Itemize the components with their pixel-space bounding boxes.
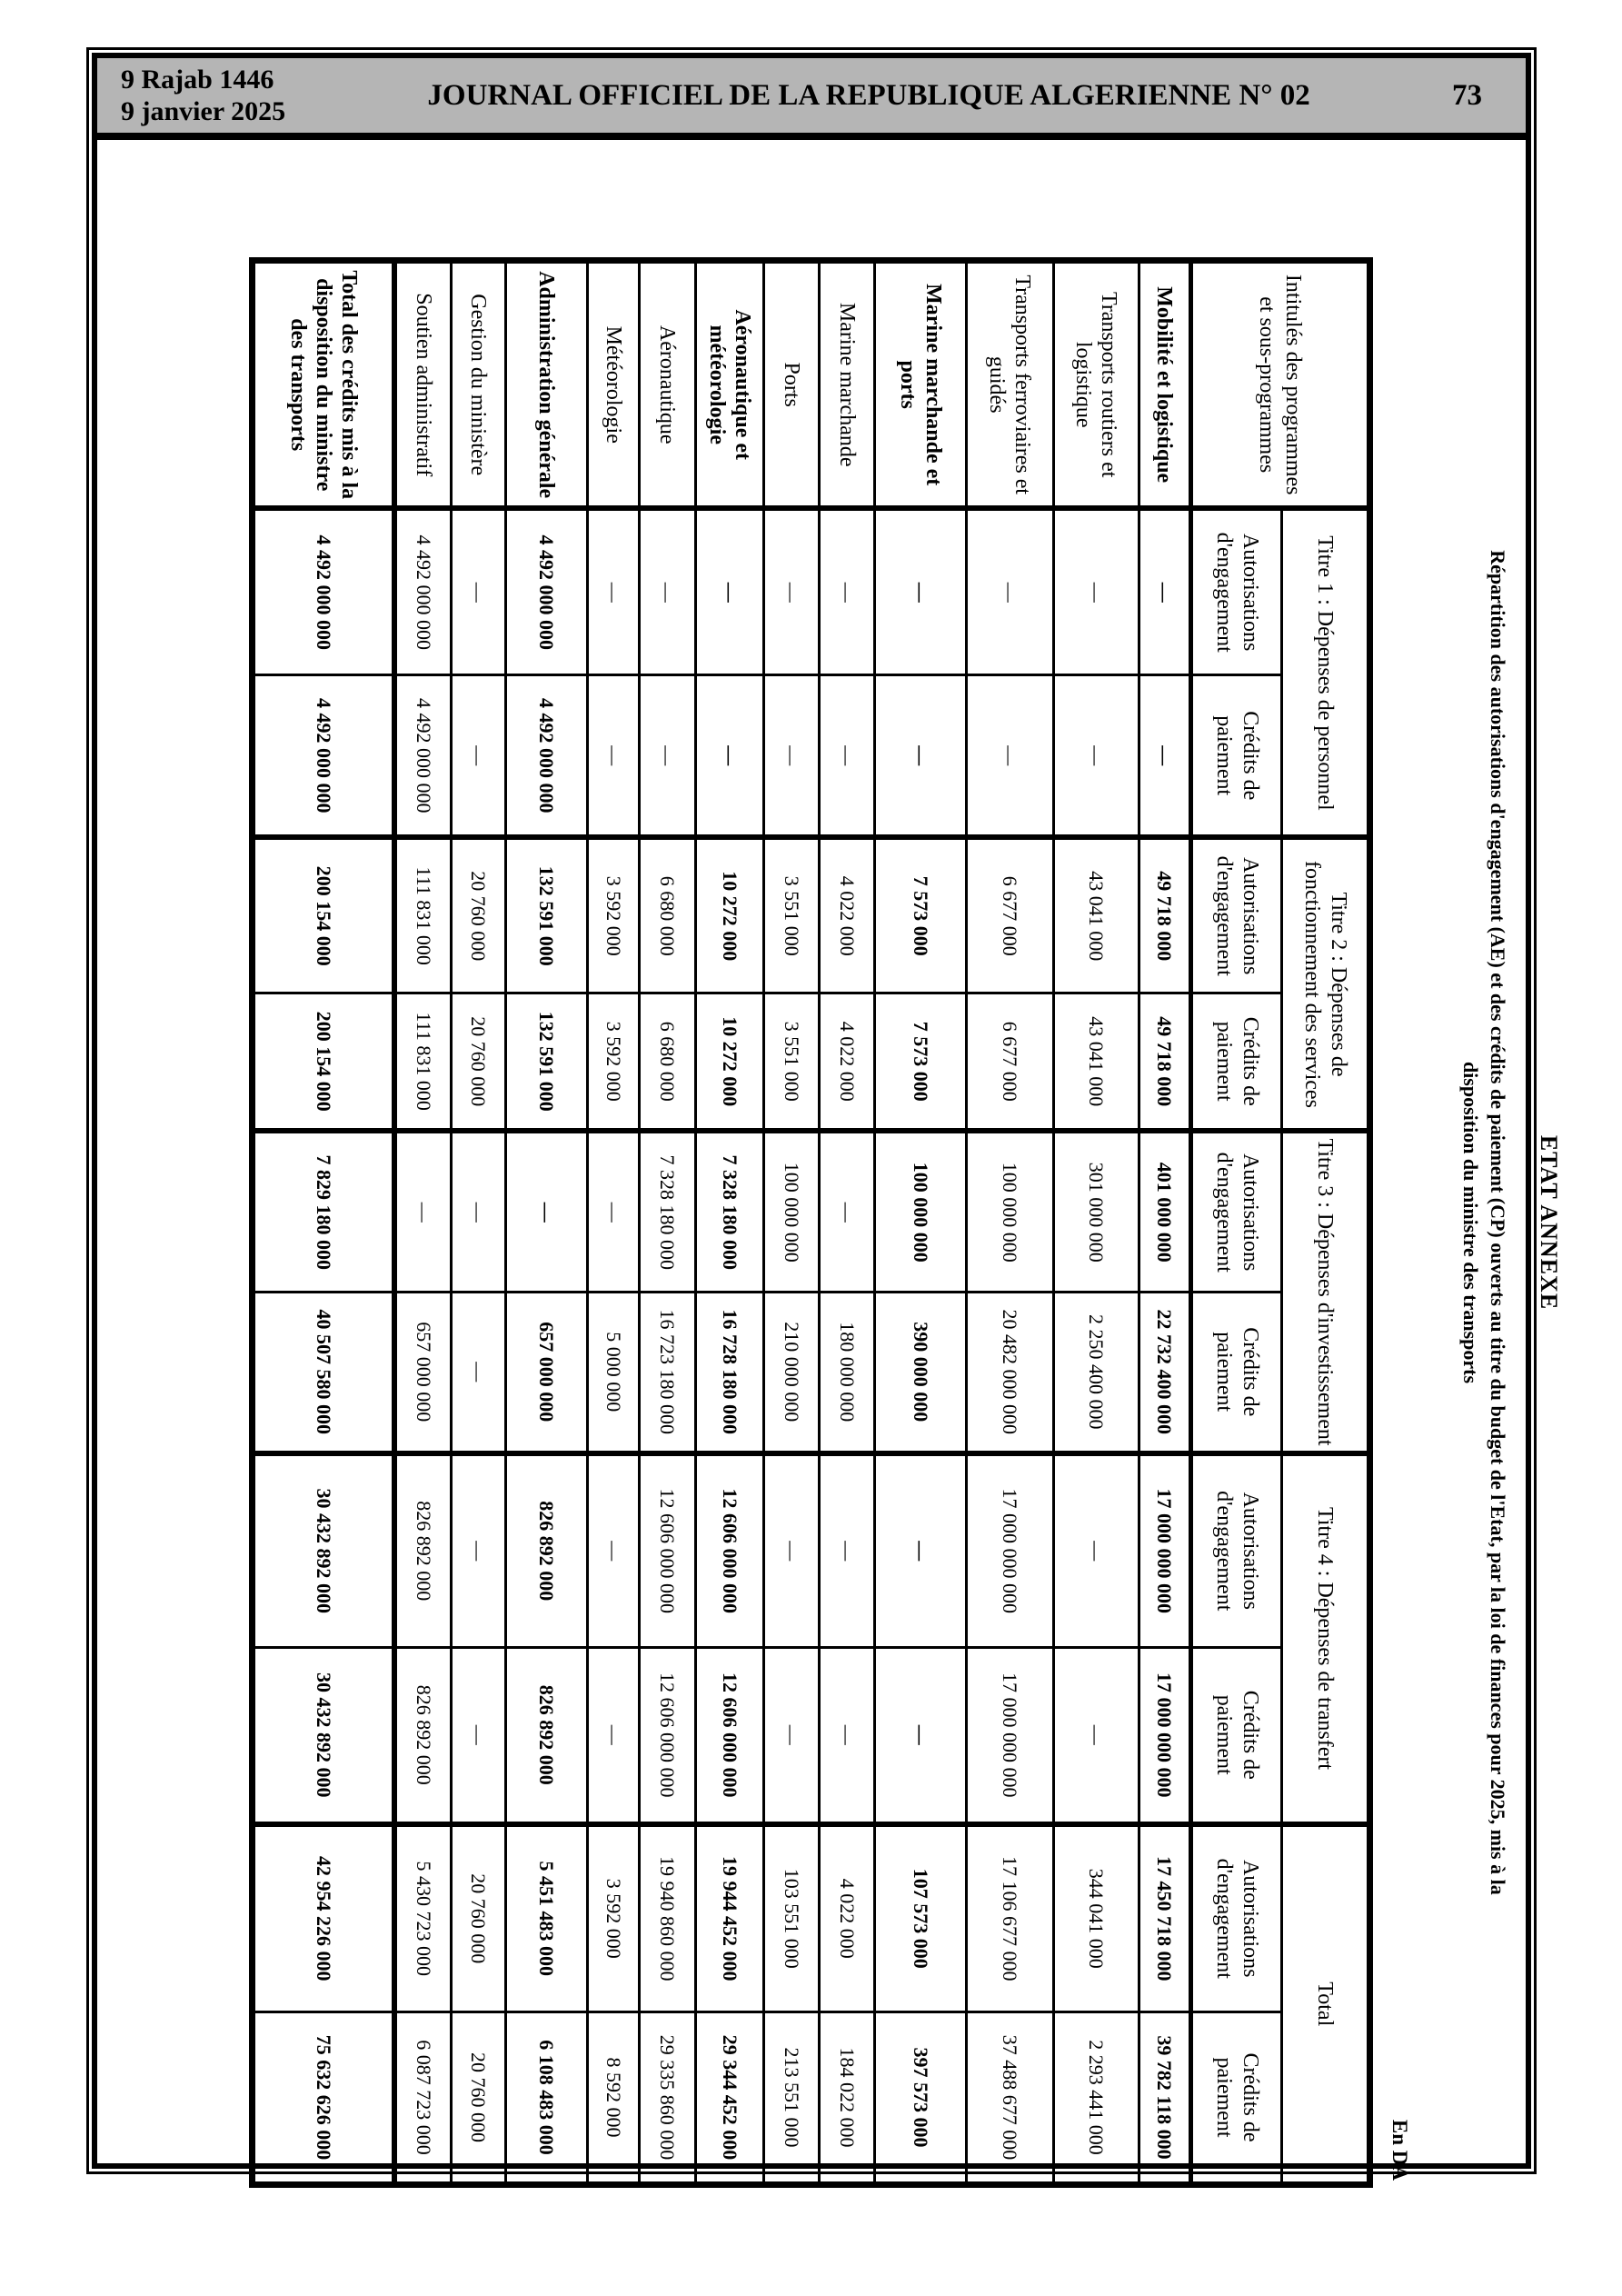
budget-table: [249, 257, 1373, 2188]
value-cell: —: [452, 1453, 506, 1648]
value-cell: 184 022 000: [820, 2012, 875, 2185]
value-cell: 107 573 000: [875, 1824, 967, 2012]
value-cell: —: [875, 508, 967, 674]
value-cell: —: [820, 1453, 875, 1648]
value-cell: 2 250 400 000: [1054, 1292, 1139, 1452]
value-cell: —: [640, 508, 696, 674]
program-name-cell: Total des crédits mis à la disposition du ministre des transports: [253, 260, 395, 508]
program-name-cell: Soutien administratif: [395, 260, 452, 508]
value-cell: —: [588, 1131, 640, 1292]
table-row: [1139, 260, 1191, 2184]
value-cell: —: [452, 508, 506, 674]
page-number: 73: [1452, 78, 1482, 112]
program-name-cell: Marine marchande et ports: [875, 260, 967, 508]
value-cell: 49 718 000: [1139, 993, 1191, 1131]
col-header-group-2: Titre 2 : Dépenses de fonctionnement des services: [1282, 837, 1370, 1131]
value-cell: 4 492 000 000: [253, 674, 395, 837]
value-cell: 657 000 000: [506, 1292, 588, 1452]
value-cell: 20 760 000: [452, 1824, 506, 2012]
col-header-group-5: Total: [1282, 1824, 1370, 2185]
value-cell: 17 450 718 000: [1139, 1824, 1191, 2012]
value-cell: 657 000 000: [395, 1292, 452, 1452]
value-cell: 213 551 000: [764, 2012, 820, 2185]
value-cell: —: [452, 1292, 506, 1452]
col-header-group-1: Titre 1 : Dépenses de personnel: [1282, 508, 1370, 837]
value-cell: —: [588, 1453, 640, 1648]
value-cell: —: [1054, 1648, 1139, 1824]
value-cell: 20 760 000: [452, 837, 506, 993]
value-cell: 4 492 000 000: [506, 508, 588, 674]
currency-unit: En DA: [1388, 2119, 1411, 2181]
value-cell: 4 492 000 000: [253, 508, 395, 674]
value-cell: —: [588, 508, 640, 674]
value-cell: 4 022 000: [820, 837, 875, 993]
value-cell: 401 000 000: [1139, 1131, 1191, 1292]
table-row: [395, 260, 452, 2184]
value-cell: 826 892 000: [395, 1453, 452, 1648]
col-subheader-cp: Crédits de paiement: [1191, 993, 1282, 1131]
value-cell: 826 892 000: [506, 1648, 588, 1824]
value-cell: 7 328 180 000: [696, 1131, 764, 1292]
value-cell: 344 041 000: [1054, 1824, 1139, 2012]
value-cell: 200 154 000: [253, 993, 395, 1131]
value-cell: 6 677 000: [967, 993, 1054, 1131]
value-cell: 8 592 000: [588, 2012, 640, 2185]
value-cell: —: [588, 1648, 640, 1824]
page-frame-inner: [92, 53, 1562, 2181]
value-cell: —: [820, 1131, 875, 1292]
program-name-cell: Aéronautique: [640, 260, 696, 508]
program-name-cell: Administration générale: [506, 260, 588, 508]
value-cell: 200 154 000: [253, 837, 395, 993]
col-subheader-ae: Autorisations d'engagement: [1191, 508, 1282, 674]
value-cell: —: [1054, 508, 1139, 674]
table-row: [696, 260, 764, 2184]
value-cell: 37 488 677 000: [967, 2012, 1054, 2185]
annexe-title-line2: disposition du ministre des transports: [1459, 1061, 1482, 1384]
value-cell: 43 041 000: [1054, 993, 1139, 1131]
value-cell: 180 000 000: [820, 1292, 875, 1452]
value-cell: 20 760 000: [452, 2012, 506, 2185]
table-row: [452, 260, 506, 2184]
value-cell: —: [875, 1453, 967, 1648]
value-cell: 3 592 000: [588, 1824, 640, 2012]
value-cell: 6 087 723 000: [395, 2012, 452, 2185]
value-cell: 10 272 000: [696, 993, 764, 1131]
value-cell: 3 551 000: [764, 837, 820, 993]
value-cell: —: [1139, 674, 1191, 837]
value-cell: —: [967, 508, 1054, 674]
value-cell: —: [452, 1131, 506, 1292]
value-cell: —: [1139, 508, 1191, 674]
date-hijri: 9 Rajab 1446: [121, 65, 274, 95]
value-cell: 100 000 000: [967, 1131, 1054, 1292]
value-cell: 17 000 000 000: [1139, 1453, 1191, 1648]
program-name-cell: Transports ferroviaires et guidés: [967, 260, 1054, 508]
value-cell: 6 680 000: [640, 837, 696, 993]
value-cell: 7 328 180 000: [640, 1131, 696, 1292]
value-cell: 103 551 000: [764, 1824, 820, 2012]
value-cell: —: [696, 674, 764, 837]
value-cell: 17 106 677 000: [967, 1824, 1054, 2012]
value-cell: —: [764, 1453, 820, 1648]
value-cell: —: [588, 674, 640, 837]
value-cell: 4 022 000: [820, 1824, 875, 2012]
value-cell: 4 492 000 000: [395, 674, 452, 837]
value-cell: 16 728 180 000: [696, 1292, 764, 1452]
value-cell: —: [764, 508, 820, 674]
value-cell: 3 592 000: [588, 993, 640, 1131]
value-cell: 7 829 180 000: [253, 1131, 395, 1292]
value-cell: 826 892 000: [395, 1648, 452, 1824]
value-cell: 30 432 892 000: [253, 1648, 395, 1824]
value-cell: 39 782 118 000: [1139, 2012, 1191, 2185]
value-cell: 826 892 000: [506, 1453, 588, 1648]
table-row: [640, 260, 696, 2184]
value-cell: 40 507 580 000: [253, 1292, 395, 1452]
value-cell: 7 573 000: [875, 993, 967, 1131]
program-name-cell: Marine marchande: [820, 260, 875, 508]
value-cell: 4 022 000: [820, 993, 875, 1131]
table-row: [253, 260, 395, 2184]
program-name-cell: Ports: [764, 260, 820, 508]
table-row: [967, 260, 1054, 2184]
value-cell: 22 732 400 000: [1139, 1292, 1191, 1452]
value-cell: 3 551 000: [764, 993, 820, 1131]
col-subheader-cp: Crédits de paiement: [1191, 1648, 1282, 1824]
annexe-title-line1: Répartition des autorisations d'engagement (AE) et des crédits de paiement (CP) ouverts au titre du budget de l'Etat, par la loi de finances pour 2025, mis à la: [1487, 550, 1509, 1895]
value-cell: 42 954 226 000: [253, 1824, 395, 2012]
value-cell: 10 272 000: [696, 837, 764, 993]
value-cell: 111 831 000: [395, 837, 452, 993]
col-subheader-ae: Autorisations d'engagement: [1191, 1453, 1282, 1648]
value-cell: —: [820, 1648, 875, 1824]
value-cell: —: [1054, 674, 1139, 837]
value-cell: —: [820, 674, 875, 837]
annexe-title: [1457, 255, 1511, 2191]
rotated-annexe-block: [239, 255, 1602, 2191]
table-row: [588, 260, 640, 2184]
value-cell: 6 680 000: [640, 993, 696, 1131]
value-cell: —: [875, 674, 967, 837]
value-cell: 5 430 723 000: [395, 1824, 452, 2012]
page-frame: [86, 47, 1562, 2181]
value-cell: 29 344 452 000: [696, 2012, 764, 2185]
date-gregorian: 9 janvier 2025: [121, 96, 286, 126]
value-cell: —: [764, 1648, 820, 1824]
col-subheader-ae: Autorisations d'engagement: [1191, 837, 1282, 993]
value-cell: 4 492 000 000: [395, 508, 452, 674]
value-cell: —: [820, 508, 875, 674]
value-cell: 12 606 000 000: [696, 1453, 764, 1648]
col-subheader-ae: Autorisations d'engagement: [1191, 1824, 1282, 2012]
value-cell: 7 573 000: [875, 837, 967, 993]
issue-dates: [97, 64, 285, 127]
value-cell: 75 632 626 000: [253, 2012, 395, 2185]
col-header-group-3: Titre 3 : Dépenses d'investissement: [1282, 1131, 1370, 1452]
col-subheader-cp: Crédits de paiement: [1191, 674, 1282, 837]
value-cell: 30 432 892 000: [253, 1453, 395, 1648]
value-cell: 111 831 000: [395, 993, 452, 1131]
value-cell: 17 000 000 000: [967, 1648, 1054, 1824]
value-cell: —: [764, 674, 820, 837]
program-name-cell: Mobilité et logistique: [1139, 260, 1191, 508]
value-cell: 49 718 000: [1139, 837, 1191, 993]
value-cell: 19 940 860 000: [640, 1824, 696, 2012]
value-cell: —: [696, 508, 764, 674]
masthead: [97, 58, 1526, 140]
value-cell: —: [875, 1648, 967, 1824]
table-row: [506, 260, 588, 2184]
value-cell: 301 000 000: [1054, 1131, 1139, 1292]
program-name-cell: Transports routiers et logistique: [1054, 260, 1139, 508]
program-name-cell: Gestion du ministère: [452, 260, 506, 508]
value-cell: 6 677 000: [967, 837, 1054, 993]
col-subheader-cp: Crédits de paiement: [1191, 1292, 1282, 1452]
value-cell: 20 482 000 000: [967, 1292, 1054, 1452]
value-cell: 132 591 000: [506, 837, 588, 993]
value-cell: 19 944 452 000: [696, 1824, 764, 2012]
value-cell: 17 000 000 000: [1139, 1648, 1191, 1824]
program-name-cell: Météorologie: [588, 260, 640, 508]
value-cell: 4 492 000 000: [506, 674, 588, 837]
value-cell: —: [1054, 1453, 1139, 1648]
value-cell: —: [640, 674, 696, 837]
value-cell: 16 723 180 000: [640, 1292, 696, 1452]
col-header-programmes: Intitulés des programmes et sous-programmes: [1191, 260, 1370, 508]
value-cell: 5 000 000: [588, 1292, 640, 1452]
journal-title: JOURNAL OFFICIEL DE LA REPUBLIQUE ALGERIENNE N° 02: [427, 78, 1310, 112]
table-row: [764, 260, 820, 2184]
program-name-cell: Aéronautique et météorologie: [696, 260, 764, 508]
value-cell: 2 293 441 000: [1054, 2012, 1139, 2185]
table-row: [875, 260, 967, 2184]
value-cell: 17 000 000 000: [967, 1453, 1054, 1648]
value-cell: 12 606 000 000: [696, 1648, 764, 1824]
value-cell: —: [452, 674, 506, 837]
value-cell: 210 000 000: [764, 1292, 820, 1452]
value-cell: —: [506, 1131, 588, 1292]
value-cell: 43 041 000: [1054, 837, 1139, 993]
col-header-group-4: Titre 4 : Dépenses de transfert: [1282, 1453, 1370, 1824]
col-subheader-cp: Crédits de paiement: [1191, 2012, 1282, 2185]
value-cell: —: [967, 674, 1054, 837]
value-cell: 12 606 000 000: [640, 1648, 696, 1824]
value-cell: 132 591 000: [506, 993, 588, 1131]
table-row: [820, 260, 875, 2184]
value-cell: 20 760 000: [452, 993, 506, 1131]
value-cell: —: [452, 1648, 506, 1824]
value-cell: 390 000 000: [875, 1292, 967, 1452]
table-row: [1054, 260, 1139, 2184]
annexe-heading: ETAT ANNEXE: [1536, 1134, 1562, 1311]
value-cell: 100 000 000: [875, 1131, 967, 1292]
value-cell: —: [395, 1131, 452, 1292]
value-cell: 6 108 483 000: [506, 2012, 588, 2185]
value-cell: 397 573 000: [875, 2012, 967, 2185]
value-cell: 100 000 000: [764, 1131, 820, 1292]
value-cell: 29 335 860 000: [640, 2012, 696, 2185]
value-cell: 12 606 000 000: [640, 1453, 696, 1648]
value-cell: 5 451 483 000: [506, 1824, 588, 2012]
col-subheader-ae: Autorisations d'engagement: [1191, 1131, 1282, 1292]
value-cell: 3 592 000: [588, 837, 640, 993]
